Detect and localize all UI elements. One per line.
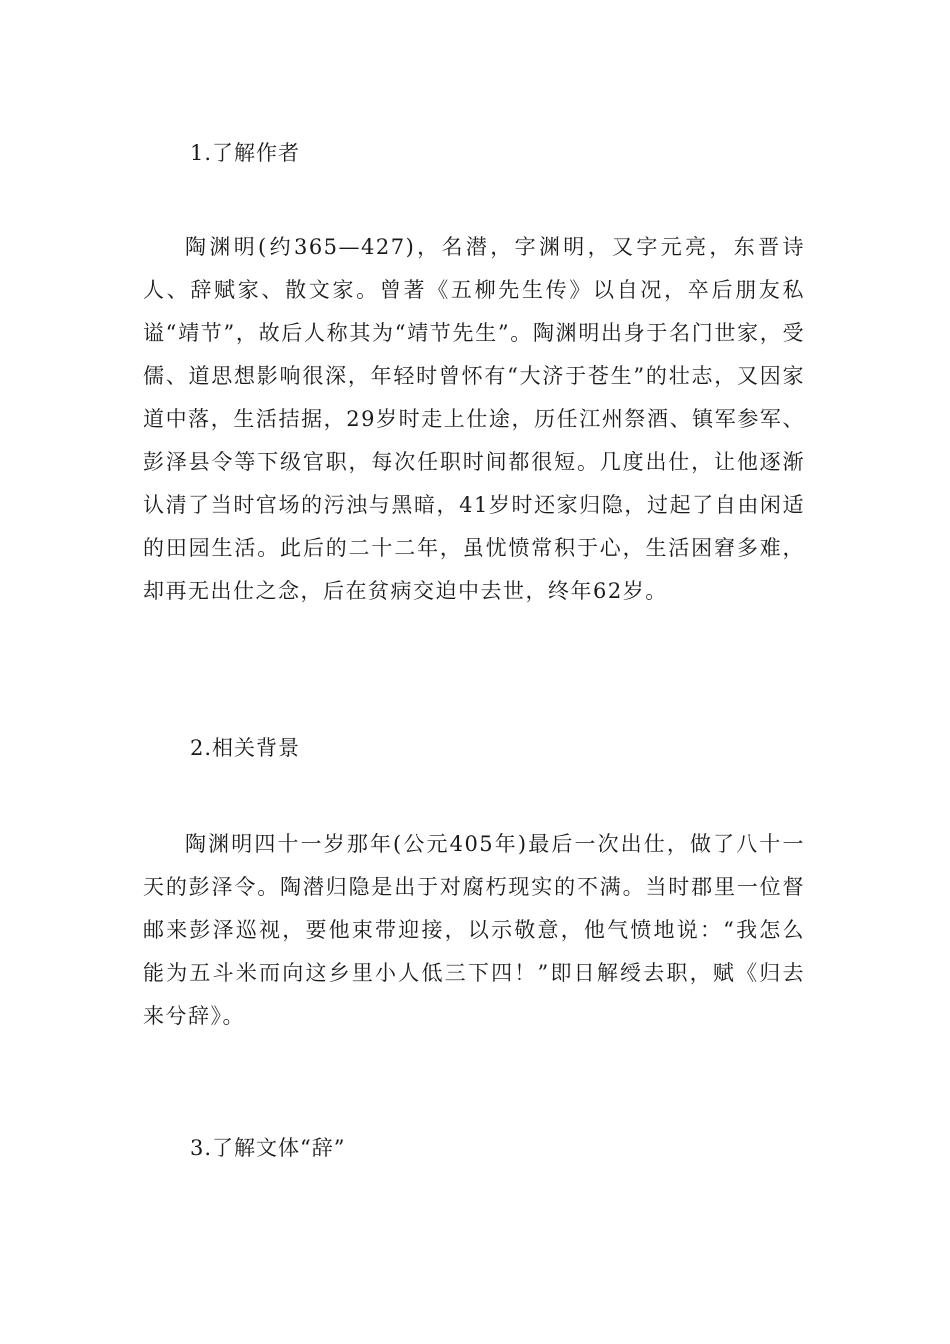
section-heading-author: 1.了解作者 (190, 141, 301, 165)
section-paragraph-author: 陶渊明(约365—427)，名潜，字渊明，又字元亮，东晋诗人、辞赋家、散文家。曾著《五柳先生传》以自况，卒后朋友私谥“靖节”，故后人称其为“靖节先生”。陶渊明出身于名门世家，受儒、道思想影响很深，年轻时曾怀有“大济于苍生”的壮志，又因家道中落，生活拮据，29岁时走上仕途，历任江州祭酒、镇军参军、彭泽县令等下级官职，每次任职时间都很短。几度出仕，让他逐渐认清了当时官场的污浊与黑暗，41岁时还家归隐，过起了自由闲适的田园生活。此后的二十二年，虽忧愤常积于心，生活困窘多难，却再无出仕之念，后在贫病交迫中去世，终年62岁。 (143, 235, 805, 603)
section-paragraph-background: 陶渊明四十一岁那年(公元405年)最后一次出仕，做了八十一天的彭泽令。陶潜归隐是出于对腐朽现实的不满。当时郡里一位督邮来彭泽巡视，要他束带迎接，以示敬意，他气愤地说：“我怎么能为五斗米而向这乡里小人低三下四！”即日解绶去职，赋《归去来兮辞》。 (143, 832, 805, 1028)
section-heading-genre: 3.了解文体“辞” (190, 1136, 346, 1160)
section-heading-background: 2.相关背景 (190, 736, 301, 760)
